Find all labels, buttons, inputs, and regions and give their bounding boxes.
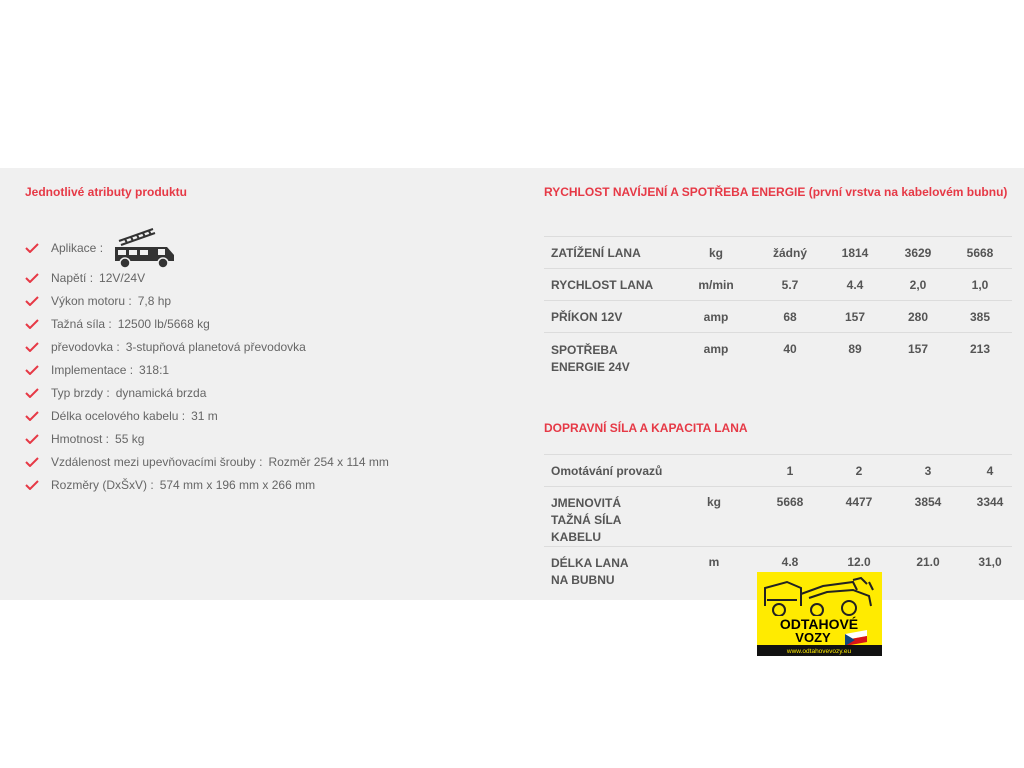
- row-label: DÉLKA LANA NA BUBNU: [544, 547, 678, 593]
- attribute-label: Hmotnost :: [51, 431, 110, 446]
- attribute-value: 3-stupňová planetová převodovka: [125, 339, 306, 354]
- attribute-value: dynamická brzda: [115, 385, 207, 400]
- table-cell: 5668: [750, 487, 830, 547]
- attribute-item: [25, 358, 389, 381]
- table-cell: 1: [750, 455, 830, 487]
- checkmark-icon: [25, 342, 39, 352]
- table-cell: 157: [888, 333, 948, 379]
- row-unit: [678, 455, 750, 487]
- table-cell: 3344: [968, 487, 1012, 547]
- row-label: ZATÍŽENÍ LANA: [544, 237, 674, 269]
- odtahove-vozy-logo: [757, 572, 882, 656]
- svg-text:VOZY: VOZY: [795, 630, 831, 645]
- checkmark-icon: [25, 457, 39, 467]
- table-cell: 31,0: [968, 547, 1012, 593]
- attribute-value: 7,8 hp: [137, 293, 172, 308]
- attribute-value: Rozměr 254 x 114 mm: [268, 454, 389, 469]
- row-unit: amp: [674, 333, 758, 379]
- attribute-item: [25, 335, 389, 358]
- attribute-value: 318:1: [139, 362, 170, 377]
- table-cell: 2,0: [888, 269, 948, 301]
- attribute-item: [25, 450, 389, 473]
- checkmark-icon: [25, 296, 39, 306]
- table-cell: 1814: [822, 237, 888, 269]
- attribute-label: Implementace :: [51, 362, 134, 377]
- attribute-item: [25, 381, 389, 404]
- table-cell: 157: [822, 301, 888, 333]
- table-cell: 1,0: [948, 269, 1012, 301]
- table-cell: 4: [968, 455, 1012, 487]
- table-cell: 4477: [830, 487, 888, 547]
- attribute-application: [25, 232, 389, 264]
- table-cell: 5.7: [758, 269, 822, 301]
- row-label: Omotávání provazů: [544, 455, 678, 487]
- capacity-table-title: DOPRAVNÍ SÍLA A KAPACITA LANA: [544, 421, 748, 435]
- table-cell: 12.0: [830, 547, 888, 593]
- checkmark-icon: [25, 243, 39, 253]
- table-cell: 68: [758, 301, 822, 333]
- svg-text:ODTAHOVÉ: ODTAHOVÉ: [779, 616, 859, 632]
- row-unit: kg: [678, 487, 750, 547]
- speed-table-title: RYCHLOST NAVÍJENÍ A SPOTŘEBA ENERGIE (první vrstva na kabelovém bubnu): [544, 185, 1008, 199]
- attribute-label: Rozměry (DxŠxV) :: [51, 477, 154, 492]
- table-cell: 4.8: [750, 547, 830, 593]
- attribute-label: Napětí :: [51, 270, 94, 285]
- table-row: [544, 269, 1012, 301]
- table-cell: 40: [758, 333, 822, 379]
- speed-table: [544, 236, 1012, 379]
- attribute-value: 574 mm x 196 mm x 266 mm: [159, 477, 316, 492]
- table-cell: 213: [948, 333, 1012, 379]
- table-cell: 89: [822, 333, 888, 379]
- checkmark-icon: [25, 480, 39, 490]
- attribute-label: Typ brzdy :: [51, 385, 110, 400]
- table-cell: žádný: [758, 237, 822, 269]
- table-cell: 5668: [948, 237, 1012, 269]
- table-row: [544, 301, 1012, 333]
- table-cell: 4.4: [822, 269, 888, 301]
- attribute-item: [25, 312, 389, 335]
- attribute-label: Délka ocelového kabelu :: [51, 408, 186, 423]
- row-unit: m/min: [674, 269, 758, 301]
- attribute-item: [25, 473, 389, 496]
- fire-truck-icon: [113, 227, 177, 269]
- attribute-value: 31 m: [191, 408, 218, 423]
- attribute-label: Výkon motoru :: [51, 293, 132, 308]
- row-unit: m: [678, 547, 750, 593]
- table-row: [544, 333, 1012, 379]
- attribute-value: 12V/24V: [99, 270, 146, 285]
- row-label: PŘÍKON 12V: [544, 301, 674, 333]
- table-row: [544, 455, 1012, 487]
- attribute-value: 55 kg: [115, 431, 145, 446]
- attributes-title: Jednotlivé atributy produktu: [25, 185, 188, 199]
- table-cell: 385: [948, 301, 1012, 333]
- row-label: SPOTŘEBA ENERGIE 24V: [544, 333, 674, 379]
- checkmark-icon: [25, 319, 39, 329]
- table-cell: 3: [888, 455, 968, 487]
- table-row: [544, 237, 1012, 269]
- checkmark-icon: [25, 365, 39, 375]
- table-cell: 21.0: [888, 547, 968, 593]
- table-cell: 280: [888, 301, 948, 333]
- table-cell: 3629: [888, 237, 948, 269]
- row-unit: kg: [674, 237, 758, 269]
- attribute-value: 12500 lb/5668 kg: [117, 316, 210, 331]
- table-row: [544, 487, 1012, 547]
- attribute-label: převodovka :: [51, 339, 120, 354]
- row-label: RYCHLOST LANA: [544, 269, 674, 301]
- checkmark-icon: [25, 273, 39, 283]
- row-label: JMENOVITÁ TAŽNÁ SÍLA KABELU: [544, 487, 678, 547]
- attribute-item: [25, 427, 389, 450]
- attributes-list: [25, 232, 389, 496]
- row-unit: amp: [674, 301, 758, 333]
- checkmark-icon: [25, 434, 39, 444]
- attribute-label: Tažná síla :: [51, 316, 112, 331]
- checkmark-icon: [25, 388, 39, 398]
- attribute-item: [25, 404, 389, 427]
- svg-text:www.odtahovevozy.eu: www.odtahovevozy.eu: [786, 648, 852, 655]
- attribute-item: [25, 266, 389, 289]
- attribute-item: [25, 289, 389, 312]
- attribute-label: Vzdálenost mezi upevňovacími šrouby :: [51, 454, 263, 469]
- attribute-label: Aplikace :: [51, 241, 104, 255]
- checkmark-icon: [25, 411, 39, 421]
- table-cell: 2: [830, 455, 888, 487]
- table-cell: 3854: [888, 487, 968, 547]
